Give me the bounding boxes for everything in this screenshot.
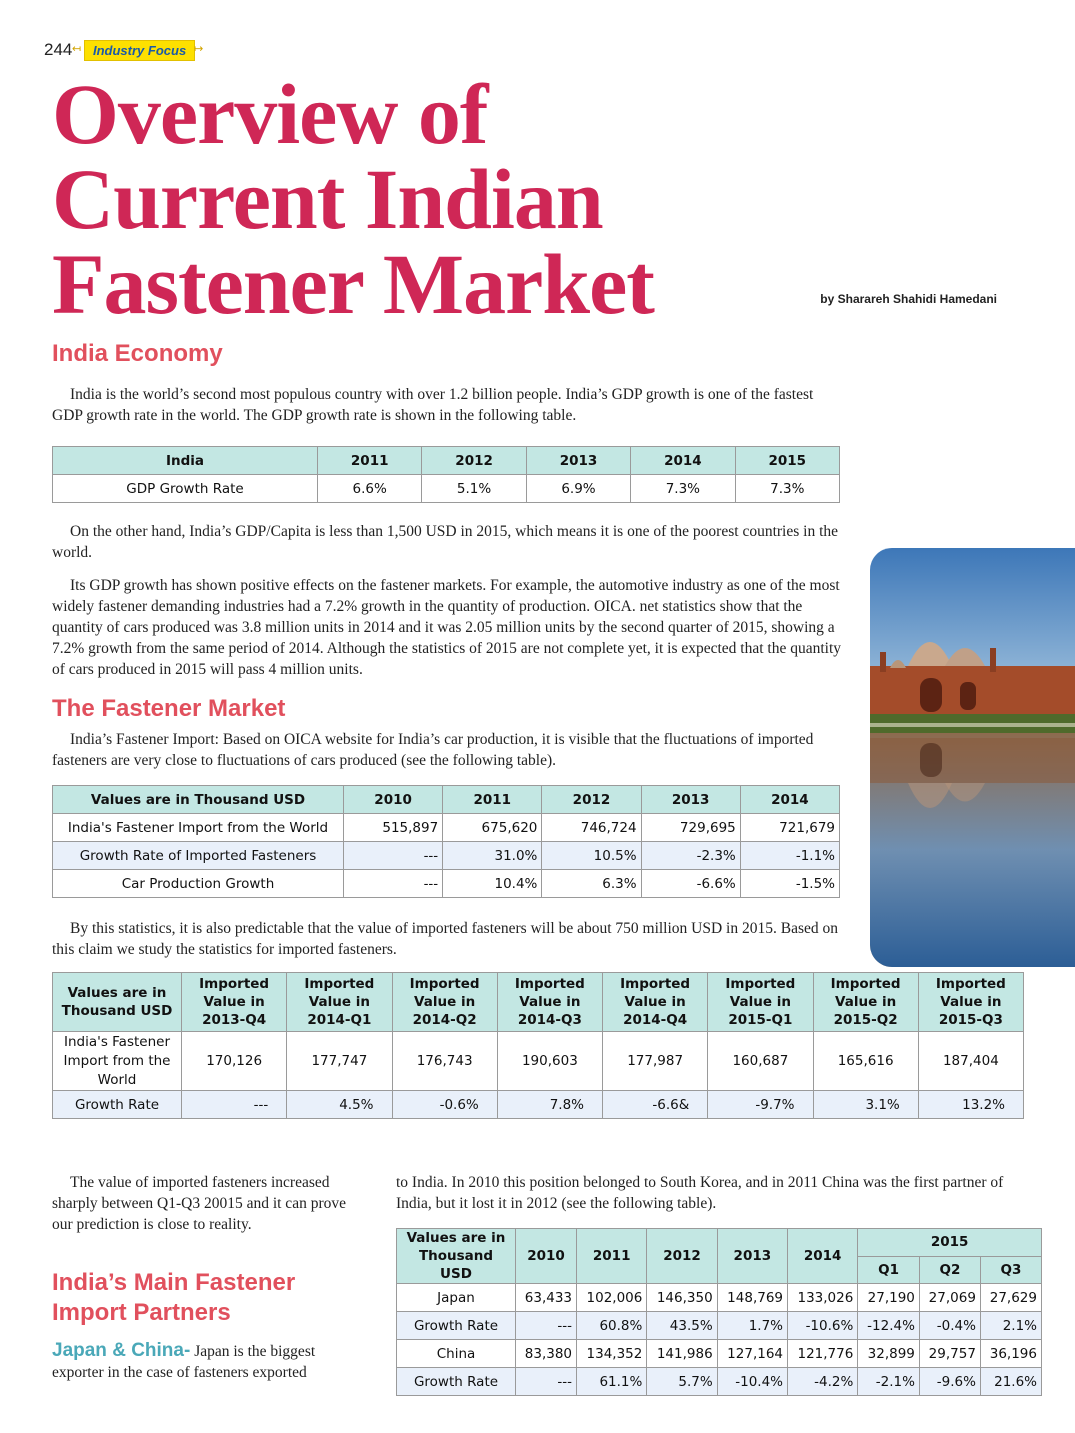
table-cell: -10.4% xyxy=(717,1368,787,1396)
table-cell: 6.3% xyxy=(542,870,641,898)
table-cell: 177,987 xyxy=(603,1032,708,1091)
table-header-cell: 2013 xyxy=(717,1229,787,1284)
table-cell: 32,899 xyxy=(858,1340,920,1368)
table-header-row xyxy=(397,1229,1042,1257)
table-header-cell: Imported Value in 2014-Q3 xyxy=(497,973,602,1032)
table-header-cell: 2011 xyxy=(318,447,422,475)
table-cell: --- xyxy=(344,870,443,898)
table-header-cell: 2010 xyxy=(516,1229,577,1284)
paragraph-market-2: By this statistics, it is also predictable that the value of imported fasteners will be about 750 million USD in 2015. Based on this claim we study the statistics for imported fasteners. xyxy=(52,920,838,958)
table-cell: China xyxy=(397,1340,516,1368)
table-cell: 102,006 xyxy=(577,1284,647,1312)
table-cell: 4.5% xyxy=(287,1091,392,1119)
table-cell: 7.3% xyxy=(735,475,839,503)
table-row xyxy=(53,475,840,503)
table-cell: Growth Rate xyxy=(53,1091,182,1119)
table-cell: 13.2% xyxy=(918,1091,1023,1119)
photo-illustration xyxy=(870,548,1075,967)
table-header-cell: Values are in Thousand USD xyxy=(397,1229,516,1284)
table-cell: 5.1% xyxy=(422,475,526,503)
partners-table xyxy=(396,1228,1042,1396)
table-header-cell: 2012 xyxy=(542,786,641,814)
table-row xyxy=(397,1284,1042,1312)
table-cell: 133,026 xyxy=(788,1284,858,1312)
table-cell: 165,616 xyxy=(813,1032,918,1091)
table-cell: India's Fastener Import from the World xyxy=(53,1032,182,1091)
table-cell: 61.1% xyxy=(577,1368,647,1396)
heading-line-2: Import Partners xyxy=(52,1299,231,1326)
table-header-cell: 2015 xyxy=(858,1229,1042,1257)
table-cell: 190,603 xyxy=(497,1032,602,1091)
table-cell: 721,679 xyxy=(740,814,839,842)
table-cell: -0.4% xyxy=(919,1312,980,1340)
table-cell: 121,776 xyxy=(788,1340,858,1368)
table-header-cell: 2015 xyxy=(735,447,839,475)
table-cell: 2.1% xyxy=(980,1312,1041,1340)
table-header-cell: Values are in Thousand USD xyxy=(53,786,344,814)
table-cell: 36,196 xyxy=(980,1340,1041,1368)
table-cell: Japan xyxy=(397,1284,516,1312)
table-cell: --- xyxy=(516,1368,577,1396)
paragraph-japan-china xyxy=(52,1340,352,1383)
table-cell: 29,757 xyxy=(919,1340,980,1368)
paragraph-market-1: India’s Fastener Import: Based on OICA website for India’s car production, it is visible that the fluctuations of imported fasteners are very close to fluctuations of cars produced (see the following table). xyxy=(52,731,814,769)
table-cell: 170,126 xyxy=(182,1032,287,1091)
table-cell: 146,350 xyxy=(647,1284,717,1312)
table-header-row xyxy=(53,447,840,475)
table-header-cell: 2013 xyxy=(641,786,740,814)
table-cell: Growth Rate of Imported Fasteners xyxy=(53,842,344,870)
heading-line-1: India’s Main Fastener xyxy=(52,1269,296,1296)
japan-china-text: Japan is the biggest exporter in the case of fasteners exported xyxy=(52,1343,316,1381)
table-header-row xyxy=(53,786,840,814)
taj-mahal-photo xyxy=(870,548,1075,967)
table-cell: 187,404 xyxy=(918,1032,1023,1091)
table-header-cell: Imported Value in 2015-Q2 xyxy=(813,973,918,1032)
table-cell: 6.6% xyxy=(318,475,422,503)
table-cell: --- xyxy=(516,1312,577,1340)
table-cell: 10.5% xyxy=(542,842,641,870)
table-row xyxy=(53,1091,1024,1119)
fastener-import-table xyxy=(52,785,840,898)
title-line-2: Current Indian xyxy=(52,151,603,247)
table-cell: 63,433 xyxy=(516,1284,577,1312)
table-header-cell: Imported Value in 2015-Q1 xyxy=(708,973,813,1032)
table-cell: 127,164 xyxy=(717,1340,787,1368)
table-cell: Growth Rate xyxy=(397,1312,516,1340)
table-cell: -6.6& xyxy=(603,1091,708,1119)
page-number: 244 xyxy=(44,40,73,59)
table-cell: 7.3% xyxy=(631,475,735,503)
table-cell: -10.6% xyxy=(788,1312,858,1340)
table-cell: -1.1% xyxy=(740,842,839,870)
title-line-3: Fastener Market xyxy=(52,236,654,332)
table-cell: -4.2% xyxy=(788,1368,858,1396)
article-title xyxy=(52,66,792,332)
table-cell: 675,620 xyxy=(443,814,542,842)
table-header-cell: 2011 xyxy=(443,786,542,814)
table-header-cell: Imported Value in 2014-Q1 xyxy=(287,973,392,1032)
heading-import-partners xyxy=(52,1268,295,1328)
table-cell: 43.5% xyxy=(647,1312,717,1340)
table-cell: -12.4% xyxy=(858,1312,920,1340)
table-cell: -9.7% xyxy=(708,1091,813,1119)
table-cell: 134,352 xyxy=(577,1340,647,1368)
table-row xyxy=(397,1312,1042,1340)
table-cell: Growth Rate xyxy=(397,1368,516,1396)
table-cell: -9.6% xyxy=(919,1368,980,1396)
table-cell: 729,695 xyxy=(641,814,740,842)
heading-india-economy: India Economy xyxy=(52,340,223,367)
table-cell: 27,069 xyxy=(919,1284,980,1312)
right-arrow-icon: ↦ xyxy=(194,42,204,55)
table-row xyxy=(53,870,840,898)
table-cell: 21.6% xyxy=(980,1368,1041,1396)
paragraph-economy-2: On the other hand, India’s GDP/Capita is less than 1,500 USD in 2015, which means it is one of the poorest countries in the world. xyxy=(52,523,838,561)
table-cell: 746,724 xyxy=(542,814,641,842)
quarterly-import-table xyxy=(52,972,1024,1119)
table-cell: 27,190 xyxy=(858,1284,920,1312)
japan-china-label: Japan & China- xyxy=(52,1340,191,1361)
table-cell: India's Fastener Import from the World xyxy=(53,814,344,842)
table-header-cell: India xyxy=(53,447,318,475)
table-cell: -6.6% xyxy=(641,870,740,898)
table-cell: 1.7% xyxy=(717,1312,787,1340)
table-header-cell: 2014 xyxy=(740,786,839,814)
table-header-cell: Q3 xyxy=(980,1256,1041,1284)
table-header-cell: Q2 xyxy=(919,1256,980,1284)
table-row xyxy=(53,814,840,842)
table-header-cell: 2012 xyxy=(647,1229,717,1284)
table-cell: --- xyxy=(344,842,443,870)
table-row xyxy=(397,1368,1042,1396)
table-header-cell: 2010 xyxy=(344,786,443,814)
table-header-cell: Q1 xyxy=(858,1256,920,1284)
table-cell: -2.1% xyxy=(858,1368,920,1396)
gdp-table xyxy=(52,446,840,503)
table-row xyxy=(397,1340,1042,1368)
table-cell: -2.3% xyxy=(641,842,740,870)
table-cell: 3.1% xyxy=(813,1091,918,1119)
table-header-cell: 2012 xyxy=(422,447,526,475)
table-header-cell: 2014 xyxy=(788,1229,858,1284)
table-cell: 177,747 xyxy=(287,1032,392,1091)
table-cell: 6.9% xyxy=(526,475,630,503)
table-row xyxy=(53,842,840,870)
left-arrow-icon: ↤ xyxy=(72,42,82,55)
table-header-cell: 2013 xyxy=(526,447,630,475)
table-header-cell: Imported Value in 2013-Q4 xyxy=(182,973,287,1032)
table-cell: -0.6% xyxy=(392,1091,497,1119)
heading-fastener-market: The Fastener Market xyxy=(52,695,286,722)
table-cell: --- xyxy=(182,1091,287,1119)
paragraph-partners-right: to India. In 2010 this position belonged to South Korea, and in 2011 China was the first partner of India, but it lost it in 2012 (see the following table). xyxy=(396,1174,1004,1212)
table-header-cell: 2011 xyxy=(577,1229,647,1284)
table-cell: 7.8% xyxy=(497,1091,602,1119)
table-header-row xyxy=(53,973,1024,1032)
table-cell: 141,986 xyxy=(647,1340,717,1368)
table-cell: 10.4% xyxy=(443,870,542,898)
table-cell: 148,769 xyxy=(717,1284,787,1312)
paragraph-economy-1: India is the world’s second most populous country with over 1.2 billion people. India’s GDP growth is one of the fastest GDP growth rate in the world. The GDP growth rate is shown in the following table. xyxy=(52,386,814,424)
table-row xyxy=(53,1032,1024,1091)
paragraph-economy-3: Its GDP growth has shown positive effects on the fastener markets. For example, the automotive industry as one of the most widely fastener demanding industries had a 7.2% growth in the quantity of production. OICA. net statistics show that the quantity of cars produced was 3.8 million units in 2014 and it was 2.05 million units by the second quarter of 2015, showing a 7.2% growth from the same period of 2014. Although the statistics of 2015 are not complete yet, it is expected that the quantity of cars produced in 2015 will pass 4 million units. xyxy=(52,577,842,678)
table-cell: -1.5% xyxy=(740,870,839,898)
table-header-cell: Imported Value in 2015-Q3 xyxy=(918,973,1023,1032)
table-cell: 176,743 xyxy=(392,1032,497,1091)
table-header-cell: Imported Value in 2014-Q4 xyxy=(603,973,708,1032)
section-label: Industry Focus xyxy=(84,40,195,61)
byline: by Sharareh Shahidi Hamedani xyxy=(820,292,997,306)
table-cell: 27,629 xyxy=(980,1284,1041,1312)
paragraph-partners-left: The value of imported fasteners increased sharply between Q1-Q3 20015 and it can prove our prediction is close to reality. xyxy=(52,1174,346,1233)
table-cell: 60.8% xyxy=(577,1312,647,1340)
table-header-cell: 2014 xyxy=(631,447,735,475)
table-header-cell: Imported Value in 2014-Q2 xyxy=(392,973,497,1032)
table-cell: GDP Growth Rate xyxy=(53,475,318,503)
table-cell: 31.0% xyxy=(443,842,542,870)
table-header-cell: Values are in Thousand USD xyxy=(53,973,182,1032)
table-cell: 515,897 xyxy=(344,814,443,842)
table-cell: 83,380 xyxy=(516,1340,577,1368)
title-line-1: Overview of xyxy=(52,66,488,162)
table-cell: Car Production Growth xyxy=(53,870,344,898)
table-cell: 5.7% xyxy=(647,1368,717,1396)
table-cell: 160,687 xyxy=(708,1032,813,1091)
